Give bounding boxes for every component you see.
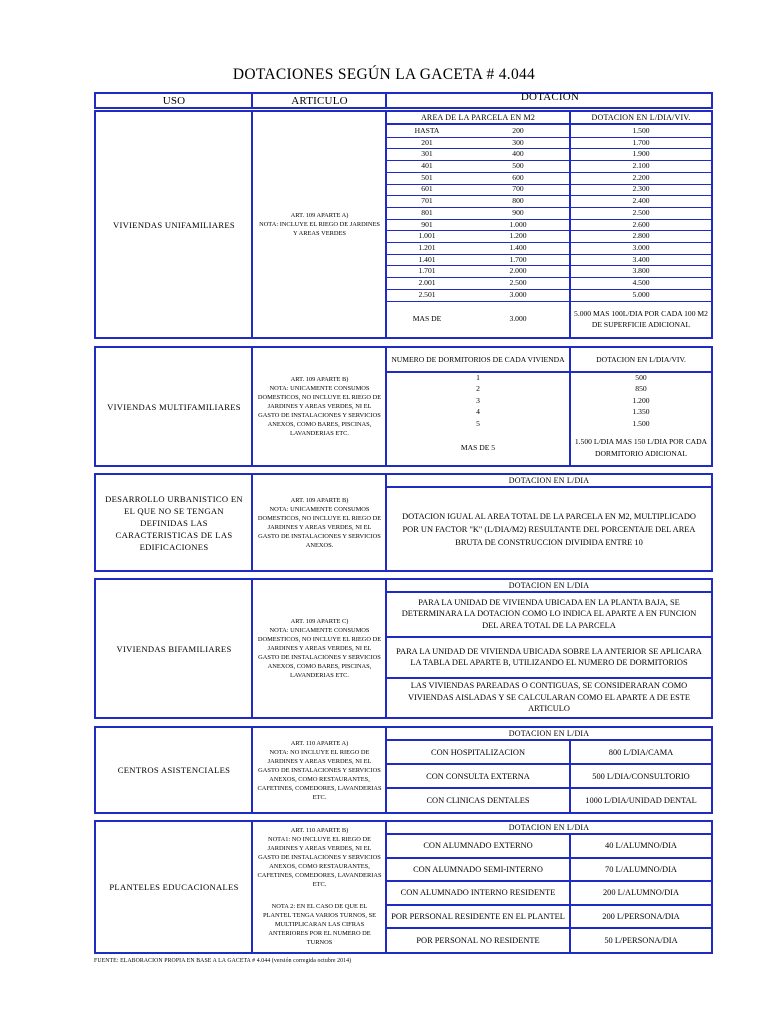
table-cell: 401 [421,161,433,171]
multi-last-b: 1.500 L/DIA MAS 150 L/DIA POR CADA DORMITORIO ADICIONAL [574,437,708,458]
table-cell: CON ALUMNADO EXTERNO [423,841,533,851]
table-cell: 200 [512,125,524,135]
table-cell: 40 L/ALUMNO/DIA [605,841,677,851]
table-cell: 500 L/DIA/CONSULTORIO [592,771,690,781]
table-cell: 2.800 [632,231,650,241]
urbanistico-text: DOTACION IGUAL AL AREA TOTAL DE LA PARCELA EN M2, MULTIPLICADO POR UN FACTOR "K" (L/DIA/M2) RESULTANTE DEL PORCENTAJE DEL AREA BRUTA DE CONSTRUCCION DIVIDIDA ENTRE 10 [402,511,696,547]
list-item: 500 [635,372,647,382]
footer-source: FUENTE: ELABORACION PROPIA EN BASE A LA GACETA # 4.044 (versión corregida octubre 2014) [94,958,352,964]
articulo-note: ART. 109 APARTE A) NOTA: INCLUYE EL RIEGO DE JARDINES Y AREAS VERDES [259,212,380,237]
table-cell: 2.501 [418,289,436,299]
table-cell: 701 [421,196,433,206]
section-planteles [94,820,713,954]
table-cell: 901 [421,219,433,229]
articulo-note: ART. 109 APARTE B) NOTA: UNICAMENTE CONSUMOS DOMESTICOS, NO INCLUYE EL RIEGO DE JARDINES Y AREAS VERDES, NI EL GASTO DE INSTALACIONES Y SERVICIOS ANEXOS, COMO BARES, PISCINAS, LAVANDERIAS ETC. [257,376,382,437]
articulo-note: ART. 110 APARTE B) NOTA1: NO INCLUYE EL RIEGO DE JARDINES Y AREAS VERDES, NI EL GASTO DE INSTALACIONES Y SERVICIOS ANEXOS, COMO RESTAURANTES, CAFETINES, COMEDORES, LAVANDERIAS ETC. [257,827,382,888]
table-cell: 1.700 [632,137,650,147]
table-cell: 1.001 [418,231,436,241]
table-cell: CON HOSPITALIZACION [430,747,525,757]
table-cell: HASTA [414,125,440,135]
table-cell: 3.400 [632,254,650,264]
table-cell: 1.000 [509,219,527,229]
uso-label: VIVIENDAS MULTIFAMILIARES [107,401,241,412]
col-dotacion: DOTACION EN L/DIA/VIV. [596,354,686,364]
list-item: 1.350 [632,407,650,417]
table-cell: 501 [421,172,433,182]
table-cell: 1.201 [418,242,436,252]
uso-label: CENTROS ASISTENCIALES [117,765,231,775]
col-area-parcela: AREA DE LA PARCELA EN M2 [420,113,536,122]
table-cell: 500 [512,161,524,171]
list-item: 3 [476,395,480,405]
table-cell: CON ALUMNADO SEMI-INTERNO [413,864,543,874]
bifamiliares-text-1: PARA LA UNIDAD DE VIVIENDA UBICADA EN LA PLANTA BAJA, SE DETERMINARA LA DOTACION COMO LO INDICA EL APARTE A EN FUNCION DEL AREA TOTAL DE LA PARCELA [401,597,697,630]
section-bifamiliares [94,578,713,719]
table-cell: 801 [421,207,433,217]
col-dotacion: DOTACION EN L/DIA [508,729,590,738]
list-item: 1 [476,372,480,382]
table-cell: 1.500 [632,125,650,135]
table-cell: 1000 L/DIA/UNIDAD DENTAL [585,795,697,805]
col-dotacion: DOTACION EN L/DIA [508,476,590,485]
list-item: 2 [476,384,480,394]
section-unifamiliares [94,110,713,339]
table-cell: 3.000 [632,242,650,252]
table-cell: 2.300 [632,184,650,194]
uso-label: DESARROLLO URBANISTICO EN EL QUE NO SE TENGAN DEFINIDAS LAS CARACTERISTICAS DE LAS EDIFICACIONES [105,493,243,552]
table-cell: 5.000 [632,289,650,299]
list-item: 5 [476,418,480,428]
articulo-note: ART. 110 APARTE A) NOTA: NO INCLUYE EL RIEGO DE JARDINES Y AREAS VERDES, NI EL GASTO DE INSTALACIONES Y SERVICIOS ANEXOS, COMO RESTAURANTES, CAFETINES, COMEDORES, LAVANDERIAS ETC. [257,739,382,801]
table-cell: 2.500 [509,278,527,288]
table-cell: 4.500 [632,278,650,288]
table-cell: 200 L/PERSONA/DIA [602,912,680,922]
table-cell: 2.100 [632,161,650,171]
table-cell: 1.401 [418,254,436,264]
col-dotacion: DOTACION EN L/DIA/VIV. [591,113,691,122]
table-cell: POR PERSONAL RESIDENTE EN EL PLANTEL [391,912,565,922]
table-cell: 50 L/PERSONA/DIA [604,935,678,945]
table-cell: 201 [421,137,433,147]
header-articulo: ARTICULO [291,94,348,107]
table-cell: 601 [421,184,433,194]
unifamiliares-grid [387,112,711,337]
table-cell: 2.400 [632,196,650,206]
table-cell: 5.000 MAS 100L/DIA POR CADA 100 M2 DE SUPERFICIE ADICIONAL [574,308,708,330]
table-cell: 3.800 [632,266,650,276]
table-cell: 3.000 [509,289,527,299]
list-item: 1.500 [632,418,650,428]
table-cell: CON CONSULTA EXTERNA [426,771,530,781]
table-cell: 1.200 [509,231,527,241]
multi-last-a: MAS DE 5 [460,443,496,453]
table-cell: 1.400 [509,242,527,252]
section-multifamiliares [94,346,713,467]
col-dotacion: DOTACION EN L/DIA [508,581,590,590]
table-cell: 2.600 [632,219,650,229]
table-cell: MAS DE [412,314,442,324]
table-cell: 200 L/ALUMNO/DIA [602,888,680,898]
table-cell: 2.000 [509,266,527,276]
table-cell: 300 [512,137,524,147]
col-dotacion: DOTACION EN L/DIA [508,823,590,832]
page-title: DOTACIONES SEGÚN LA GACETA # 4.044 [232,66,536,83]
table-cell: CON ALUMNADO INTERNO RESIDENTE [400,888,556,898]
uso-label: VIVIENDAS UNIFAMILIARES [112,219,236,230]
table-cell: 800 [512,196,524,206]
header-dotacion: DOTACION [520,90,580,103]
table-cell: 800 L/DIA/CAMA [608,747,674,757]
table-cell: 700 [512,184,524,194]
list-item: 4 [476,407,480,417]
table-cell: 2.200 [632,172,650,182]
table-cell: 301 [421,149,433,159]
table-cell: 900 [512,207,524,217]
uso-label: VIVIENDAS BIFAMILIARES [116,643,232,654]
table-cell: 1.700 [509,254,527,264]
table-cell: 1.701 [418,266,436,276]
table-cell: 600 [512,172,524,182]
table-cell: 400 [512,149,524,159]
list-item: 1.200 [632,395,650,405]
table-cell: 70 L/ALUMNO/DIA [605,864,677,874]
bifamiliares-text-2: PARA LA UNIDAD DE VIVIENDA UBICADA SOBRE LA ANTERIOR SE APLICARA LA TABLA DEL APARTE B, UTILIZANDO EL NUMERO DE DORMITORIOS [396,646,702,667]
table-cell: 1.900 [632,149,650,159]
uso-label: PLANTELES EDUCACIONALES [109,882,239,892]
header-uso: USO [162,94,186,107]
table-header [94,92,713,109]
table-cell: 3.000 [509,314,527,324]
articulo-nota2: NOTA 2: EN EL CASO DE QUE EL PLANTEL TENGA VARIOS TURNOS, SE MULTIPLICARAN LAS CIFRAS ANTERIORES POR EL NUMERO DE TURNOS [262,903,377,946]
section-asistenciales [94,726,713,814]
bifamiliares-text-3: LAS VIVIENDAS PAREADAS O CONTIGUAS, SE CONSIDERARAN COMO VIVIENDAS AISLADAS Y SE CALCULARAN COMO EL APARTE A DE ESTE ARTICULO [407,681,691,714]
table-cell: 2.001 [418,278,436,288]
articulo-note: ART. 109 APARTE C) NOTA: UNICAMENTE CONSUMOS DOMESTICOS, NO INCLUYE EL RIEGO DE JARDINES Y AREAS VERDES, NI EL GASTO DE INSTALACIONES Y SERVICIOS ANEXOS, COMO BARES, PISCINAS, LAVANDERIAS ETC. [257,618,382,679]
section-urbanistico [94,473,713,572]
col-numero-dormitorios: NUMERO DE DORMITORIOS DE CADA VIVIENDA [391,354,565,364]
table-cell: POR PERSONAL NO RESIDENTE [416,935,540,945]
table-cell: 2.500 [632,207,650,217]
list-item: 850 [635,384,647,394]
articulo-note: ART. 109 APARTE B) NOTA: UNICAMENTE CONSUMOS DOMESTICOS, NO INCLUYE EL RIEGO DE JARDINES Y AREAS VERDES, NI EL GASTO DE INSTALACIONES Y SERVICIOS ANEXOS. [257,496,382,549]
table-cell: CON CLINICAS DENTALES [426,795,530,805]
